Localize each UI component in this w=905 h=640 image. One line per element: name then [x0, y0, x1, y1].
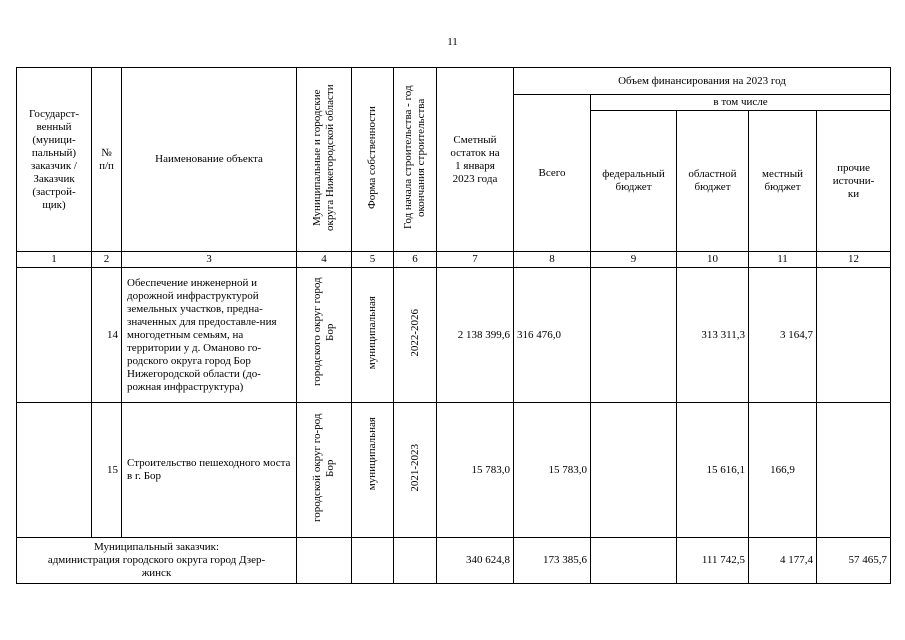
- header-including: в том числе: [591, 95, 891, 111]
- row-ownership: муниципальная: [352, 403, 394, 538]
- column-number: 2: [92, 252, 122, 268]
- header-municipality: Муниципальные и городские округа Нижегородской области: [297, 68, 352, 252]
- row-regional: 313 311,3: [677, 268, 749, 403]
- total-label: Муниципальный заказчик: администрация городского округа город Дзер- жинск: [17, 538, 297, 584]
- row-object-name: Обеспечение инженерной и дорожной инфраструктурой земельных участков, предна-значенных для предоставле-ния многодетным семьям, на территории у д. Оманово го-родского округа город Бор Нижегородской области (до-рожная инфраструктура): [122, 268, 297, 403]
- total-federal: [591, 538, 677, 584]
- header-ownership: Форма собственности: [352, 68, 394, 252]
- total-local: 4 177,4: [749, 538, 817, 584]
- header-row: [17, 68, 891, 95]
- row-num: 15: [92, 403, 122, 538]
- column-number: 5: [352, 252, 394, 268]
- header-customer: Государст- венный (муници- пальный) заказчик / Заказчик (застрой- щик): [17, 68, 92, 252]
- page-number: 11: [447, 36, 458, 48]
- row-municipality: городского округ город Бор: [297, 268, 352, 403]
- table-row: [17, 403, 891, 538]
- row-municipality: городской округ го-род Бор: [297, 403, 352, 538]
- column-number: 9: [591, 252, 677, 268]
- header-total: Всего: [514, 95, 591, 252]
- header-local: местный бюджет: [749, 111, 817, 252]
- header-object-name: Наименование объекта: [122, 68, 297, 252]
- header-financing: Объем финансирования на 2023 год: [514, 68, 891, 95]
- total-other: 57 465,7: [817, 538, 891, 584]
- header-other: прочие источни- ки: [817, 111, 891, 252]
- column-number: 1: [17, 252, 92, 268]
- column-number: 12: [817, 252, 891, 268]
- row-num: 14: [92, 268, 122, 403]
- row-other: [817, 403, 891, 538]
- total-balance: 340 624,8: [437, 538, 514, 584]
- column-number: 3: [122, 252, 297, 268]
- row-years: 2022-2026: [394, 268, 437, 403]
- total-row: [17, 538, 891, 584]
- total-total: 173 385,6: [514, 538, 591, 584]
- header-balance: Сметный остаток на 1 января 2023 года: [437, 68, 514, 252]
- row-local: 3 164,7: [749, 268, 817, 403]
- row-total: 15 783,0: [514, 403, 591, 538]
- row-customer: [17, 403, 92, 538]
- row-customer: [17, 268, 92, 403]
- total-regional: 111 742,5: [677, 538, 749, 584]
- header-regional: областной бюджет: [677, 111, 749, 252]
- column-number: 4: [297, 252, 352, 268]
- row-total: 316 476,0: [514, 268, 591, 403]
- column-number: 10: [677, 252, 749, 268]
- header-years: Год начала строительства - год окончания строительства: [394, 68, 437, 252]
- column-number: 7: [437, 252, 514, 268]
- row-federal: [591, 268, 677, 403]
- row-local: 166,9: [749, 403, 817, 538]
- row-object-name: Строительство пешеходного моста в г. Бор: [122, 403, 297, 538]
- row-other: [817, 268, 891, 403]
- header-num: № п/п: [92, 68, 122, 252]
- row-ownership: муниципальная: [352, 268, 394, 403]
- column-number: 11: [749, 252, 817, 268]
- column-number: 8: [514, 252, 591, 268]
- column-number-row: [17, 252, 891, 268]
- row-balance: 15 783,0: [437, 403, 514, 538]
- row-federal: [591, 403, 677, 538]
- financing-table: [16, 67, 891, 584]
- row-balance: 2 138 399,6: [437, 268, 514, 403]
- row-regional: 15 616,1: [677, 403, 749, 538]
- header-federal: федеральный бюджет: [591, 111, 677, 252]
- row-years: 2021-2023: [394, 403, 437, 538]
- table-row: [17, 268, 891, 403]
- column-number: 6: [394, 252, 437, 268]
